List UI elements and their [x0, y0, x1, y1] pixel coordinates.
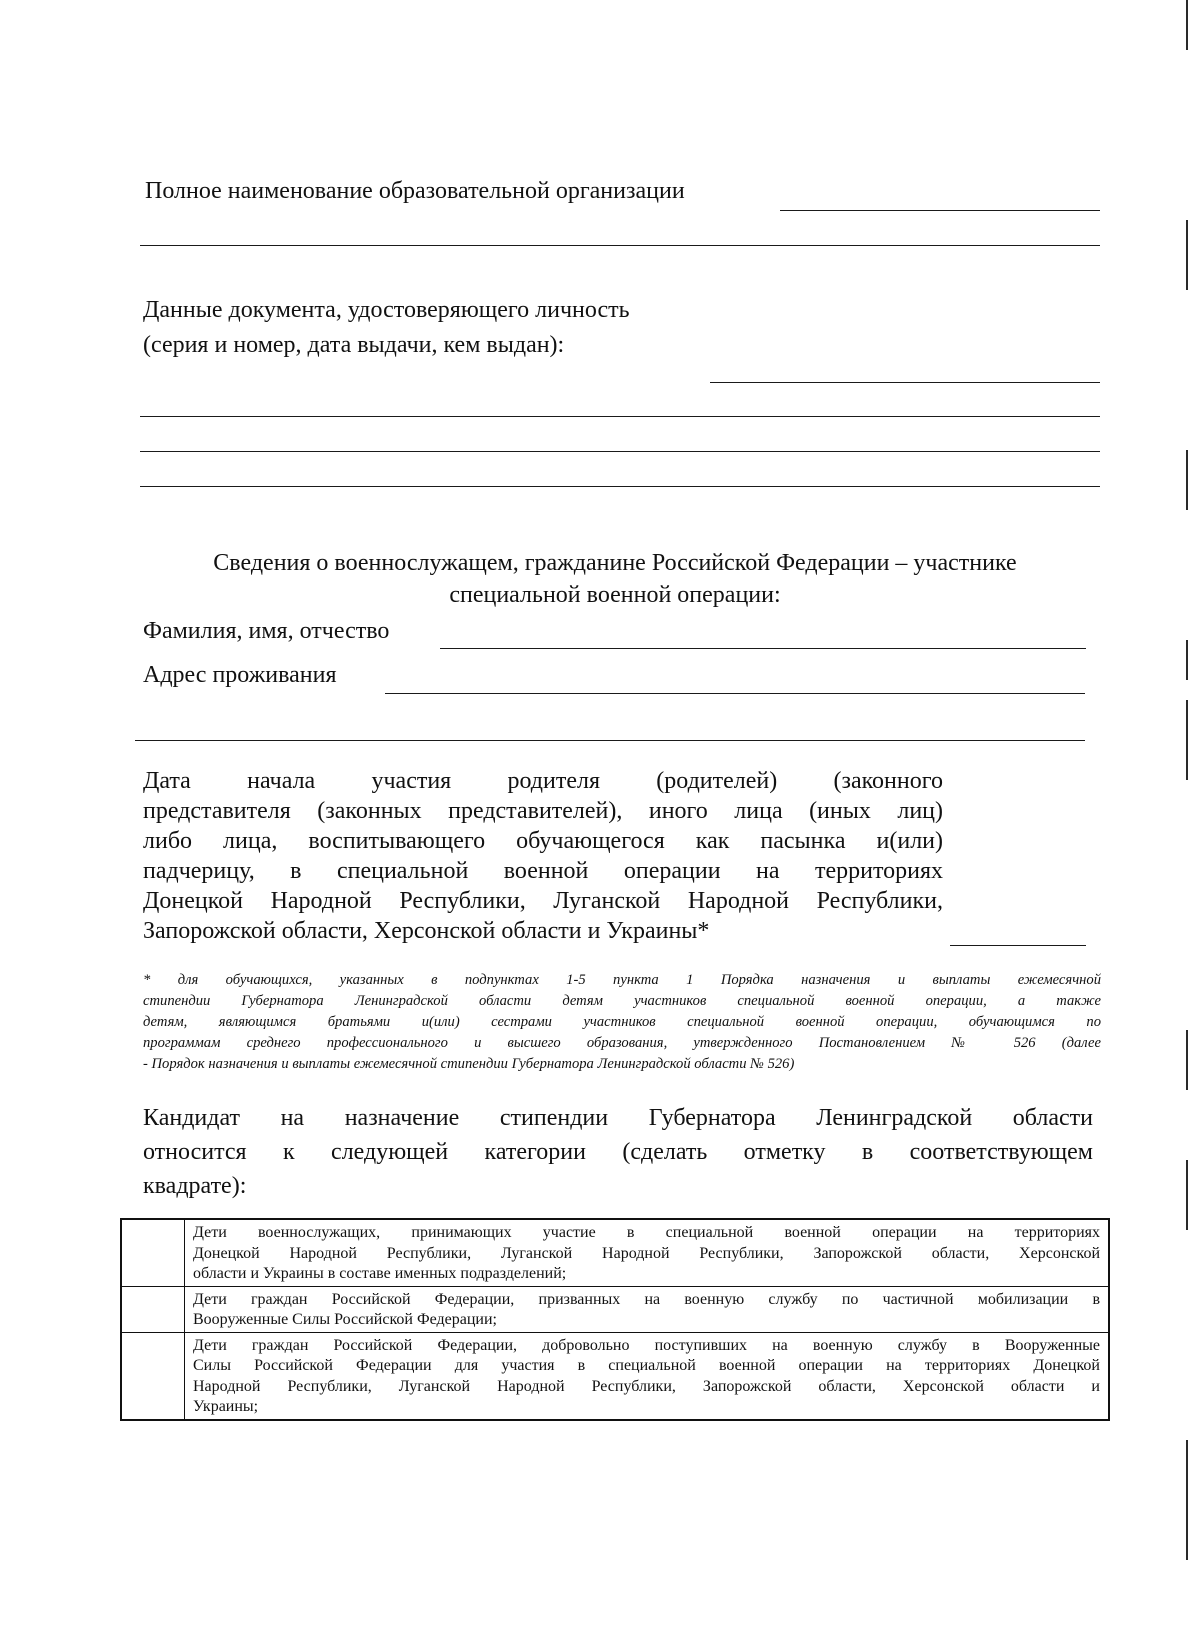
footnote-line: * для обучающихся, указанных в подпунктах 1-5 пункта 1 Порядка назначения и выплаты ежемесячной — [143, 972, 1101, 988]
category-row — [121, 1286, 1109, 1332]
soldier-heading-line1: Сведения о военнослужащем, гражданине Российской Федерации – участнике — [213, 550, 1017, 576]
footnote-line: - Порядок назначения и выплаты ежемесячной стипендии Губернатора Ленинградской области № 526) — [143, 1056, 795, 1072]
id-doc-field-line-4[interactable] — [140, 486, 1100, 487]
paragraph-line: квадрате): — [143, 1173, 247, 1199]
category-line: Дети граждан Российской Федерации, добровольно поступивших на военную службу в Вооруженные — [193, 1336, 1100, 1354]
paragraph-line: Дата начала участия родителя (родителей) (законного — [143, 768, 943, 794]
scan-edge-mark — [1186, 1160, 1188, 1230]
address-field-line[interactable] — [385, 693, 1085, 694]
category-row — [121, 1219, 1109, 1286]
category-checkbox[interactable] — [121, 1286, 185, 1332]
id-doc-sublabel: (серия и номер, дата выдачи, кем выдан): — [143, 332, 565, 358]
category-checkbox[interactable] — [121, 1332, 185, 1420]
scan-edge-mark — [1186, 1440, 1188, 1560]
category-line: области и Украины в составе именных подразделений; — [193, 1265, 567, 1282]
category-table — [120, 1218, 1110, 1421]
category-line: Вооруженные Силы Российской Федерации; — [193, 1311, 497, 1328]
footnote-line: стипендии Губернатора Ленинградской области детям участников специальной военной операции, а также — [143, 993, 1101, 1009]
category-line: Дети граждан Российской Федерации, призванных на военную службу по частичной мобилизации в — [193, 1290, 1100, 1308]
scan-edge-mark — [1186, 450, 1188, 510]
footnote — [143, 970, 1101, 1075]
scan-edge-mark — [1186, 640, 1188, 680]
category-line: Народной Республики, Луганской Народной Республики, Запорожской области, Херсонской области и — [193, 1377, 1100, 1395]
category-checkbox[interactable] — [121, 1219, 185, 1286]
fio-label: Фамилия, имя, отчество — [143, 618, 390, 644]
org-name-label: Полное наименование образовательной организации — [145, 178, 685, 204]
org-name-field-line[interactable] — [780, 210, 1100, 211]
id-doc-field-line-3[interactable] — [140, 451, 1100, 452]
id-doc-label: Данные документа, удостоверяющего личность — [143, 297, 630, 323]
category-line: Украины; — [193, 1398, 259, 1415]
id-doc-field-line[interactable] — [710, 382, 1100, 383]
category-text — [185, 1219, 1110, 1286]
start-date-paragraph — [143, 766, 943, 946]
id-doc-field-line-2[interactable] — [140, 416, 1100, 417]
address-label: Адрес проживания — [143, 662, 337, 688]
footnote-line: детям, являющимся братьями и(или) сестрами участников специальной военной операции, обучающимся по — [143, 1014, 1101, 1030]
fio-field-line[interactable] — [440, 648, 1086, 649]
scan-edge-mark — [1186, 0, 1188, 50]
org-name-field-line-2[interactable] — [140, 245, 1100, 246]
soldier-heading-line2: специальной военной операции: — [449, 582, 781, 608]
category-line: Силы Российской Федерации для участия в специальной военной операции на территориях Донецкой — [193, 1357, 1100, 1374]
scan-edge-mark — [1186, 1030, 1188, 1090]
category-text — [185, 1332, 1110, 1420]
paragraph-line: либо лица, воспитывающего обучающегося как пасынка и(или) — [143, 828, 943, 854]
paragraph-line: Донецкой Народной Республики, Луганской Народной Республики, — [143, 888, 943, 914]
start-date-field-line[interactable] — [950, 945, 1086, 946]
candidate-paragraph — [143, 1101, 1093, 1203]
paragraph-line: относится к следующей категории (сделать отметку в соответствующем — [143, 1139, 1093, 1165]
scan-edge-mark — [1186, 220, 1188, 290]
category-line: Дети военнослужащих, принимающих участие в специальной военной операции на территориях — [193, 1224, 1100, 1241]
paragraph-line: представителя (законных представителей), иного лица (иных лиц) — [143, 798, 943, 824]
footnote-line: программам среднего профессионального и высшего образования, утвержденного Постановлением № 526 (далее — [143, 1035, 1101, 1051]
paragraph-line: Кандидат на назначение стипендии Губернатора Ленинградской области — [143, 1105, 1093, 1131]
paragraph-line: падчерицу, в специальной военной операции на территориях — [143, 858, 943, 884]
scan-edge-mark — [1186, 700, 1188, 780]
paragraph-line: Запорожской области, Херсонской области и Украины* — [143, 918, 710, 944]
category-text — [185, 1286, 1110, 1332]
address-field-line-2[interactable] — [135, 740, 1085, 741]
category-row — [121, 1332, 1109, 1420]
category-line: Донецкой Народной Республики, Луганской Народной Республики, Запорожской области, Херсонской — [193, 1244, 1100, 1262]
